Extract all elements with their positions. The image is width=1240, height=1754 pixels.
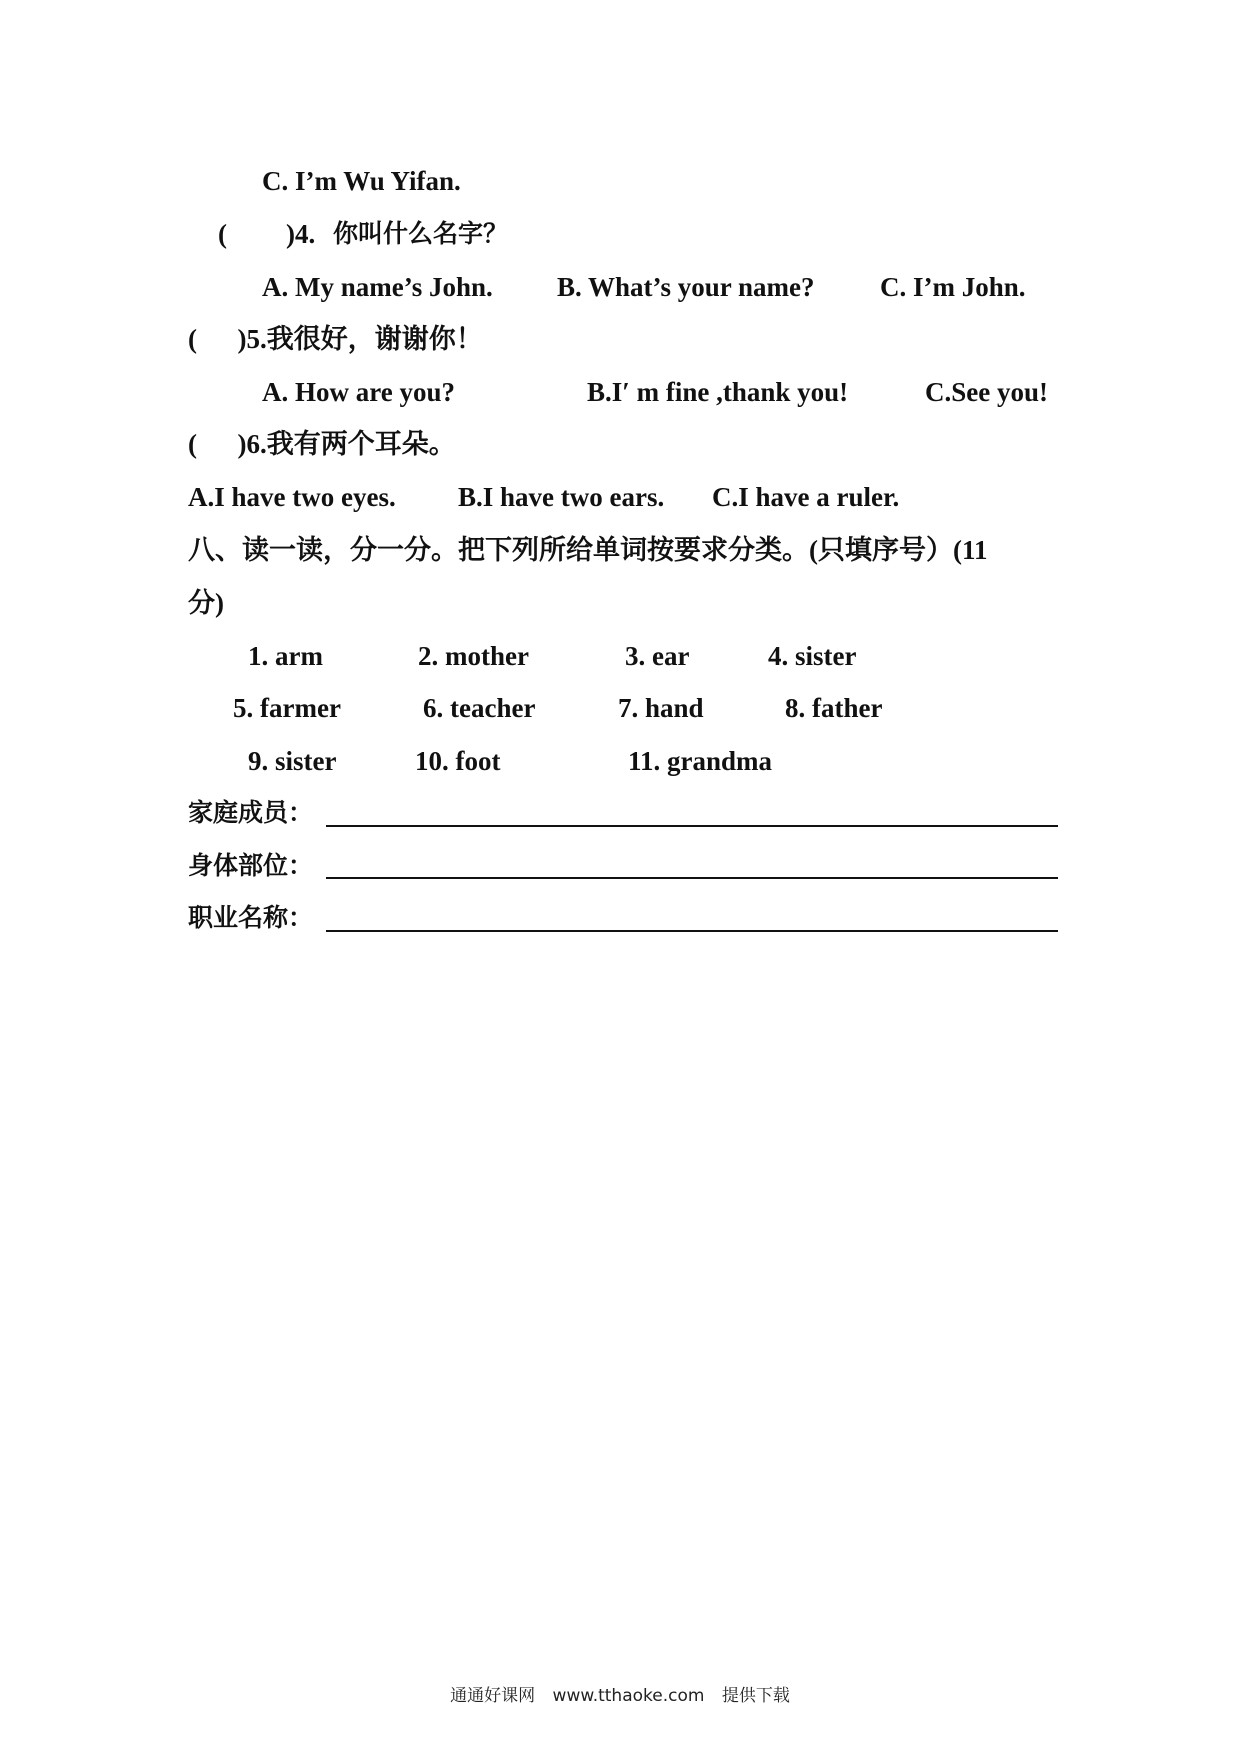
q5-stem: ( )5.我很好，谢谢你！ [188,324,483,354]
category-label-occupations: 职业名称： [188,903,314,932]
footer-note: 提供下载 [721,1686,790,1706]
word-item: 11. grandma [628,746,773,776]
category-label-body-parts: 身体部位： [188,851,314,880]
q6-stem: ( )6.我有两个耳朵。 [188,429,456,459]
word-item: 2. mother [418,641,529,671]
q5-option-a: A. How are you? [262,377,455,407]
word-item: 5. farmer [233,693,341,723]
section8-title-line1: 八、读一读，分一分。把下列所给单词按要求分类。(只填序号）(11 [188,535,988,565]
q6-option-a: A.I have two eyes. [188,482,396,512]
word-item: 7. hand [618,693,704,723]
answer-blank-occupations[interactable] [326,930,1058,932]
word-item: 1. arm [248,641,323,671]
word-item: 8. father [785,693,883,723]
word-item: 10. foot [415,746,501,776]
answer-blank-family[interactable] [326,825,1058,827]
q6-option-c: C.I have a ruler. [712,482,900,512]
q6-option-b: B.I have two ears. [458,482,665,512]
word-item: 6. teacher [423,693,536,723]
answer-blank-body-parts[interactable] [326,877,1058,879]
q5-option-c: C.See you! [925,377,1048,407]
q4-number: )4. [286,219,316,249]
q5-option-b: B.I′ m fine ,thank you! [587,377,849,407]
q4-option-a: A. My name’s John. [262,272,493,302]
page-footer [0,1685,1240,1707]
section8-title-line2: 分) [188,588,224,618]
word-item: 9. sister [248,746,337,776]
q4-option-b: B. What’s your name? [557,272,815,302]
category-label-family: 家庭成员： [188,798,314,827]
word-item: 4. sister [768,641,857,671]
q3-option-c: C. I’m Wu Yifan. [262,166,461,196]
q4-prompt: 你叫什么名字？ [333,219,509,248]
q4-paren-open: ( [218,219,227,249]
q4-option-c: C. I’m John. [880,272,1026,302]
footer-site-name: 通通好课网 [450,1686,536,1706]
word-item: 3. ear [625,641,690,671]
footer-url[interactable]: www.tthaoke.com [552,1686,705,1706]
